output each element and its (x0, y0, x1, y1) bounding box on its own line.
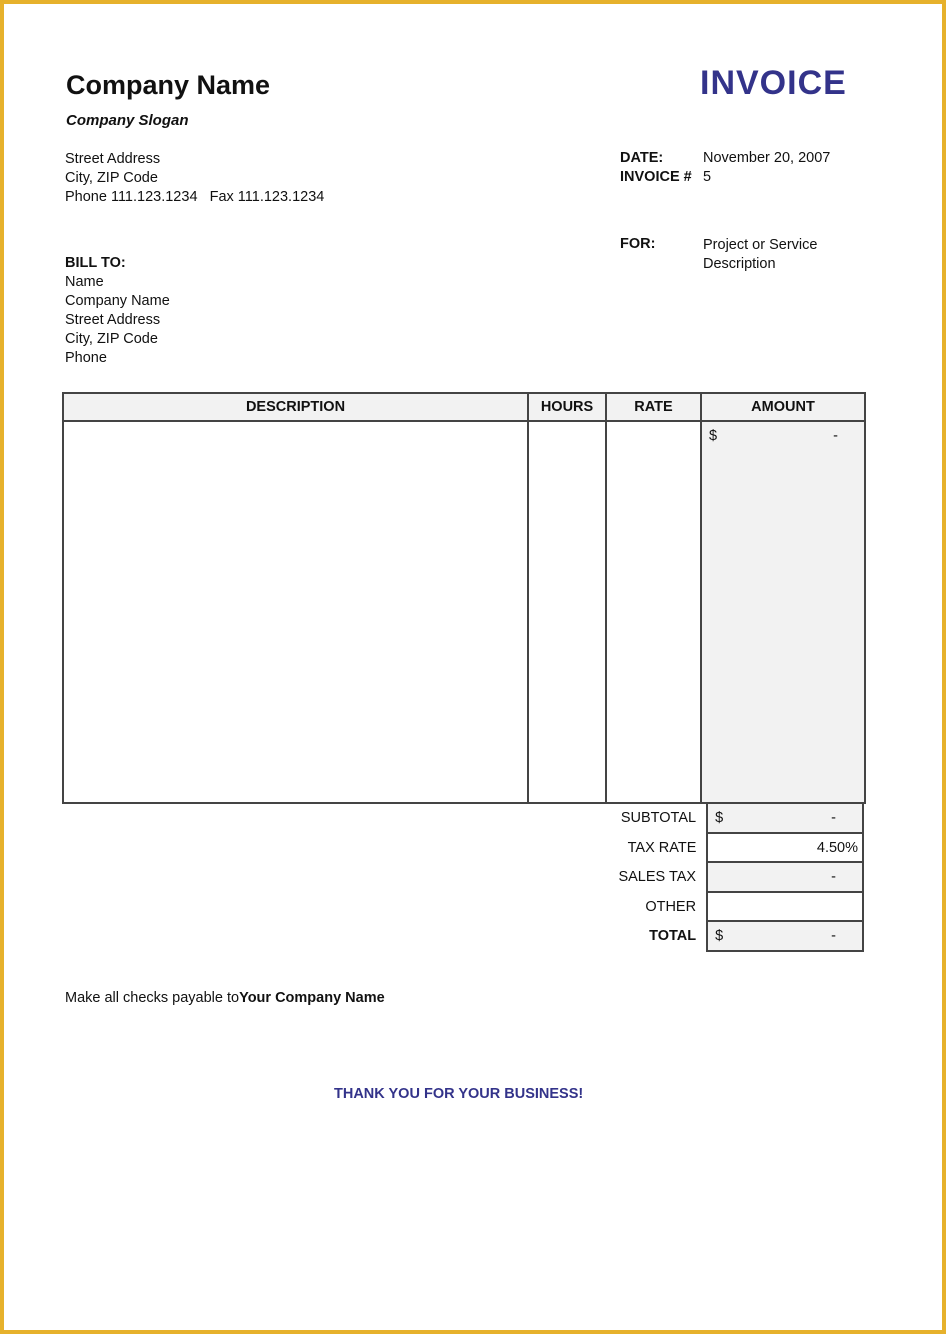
line-items-table (62, 392, 866, 804)
company-name: Company Name (66, 70, 271, 100)
invoice-number-label: INVOICE # (620, 169, 692, 185)
for-value-line1: Project or Service (703, 237, 818, 253)
total-value: - (831, 928, 836, 944)
sales-tax-value-cell[interactable] (706, 863, 864, 893)
bill-to-city-zip: City, ZIP Code (65, 331, 158, 347)
date-value: November 20, 2007 (703, 150, 831, 166)
bill-to-name: Name (65, 274, 104, 290)
payable-note (65, 990, 385, 1006)
amount-value: - (833, 428, 838, 444)
bill-to-label: BILL TO: (65, 255, 126, 271)
other-value-cell[interactable] (706, 893, 864, 923)
other-row (580, 893, 864, 923)
for-label: FOR: (620, 236, 656, 252)
col-header-description: DESCRIPTION (63, 393, 528, 421)
date-label: DATE: (620, 150, 664, 166)
sales-tax-label: SALES TAX (618, 869, 697, 885)
for-value-line2: Description (703, 256, 776, 272)
subtotal-currency: $ (715, 810, 724, 826)
invoice-title: INVOICE (700, 64, 847, 102)
total-row (580, 922, 864, 952)
company-address (65, 150, 324, 207)
company-street: Street Address (65, 151, 161, 167)
company-phone-fax: Phone 111.123.1234 Fax 111.123.1234 (65, 189, 325, 205)
sales-tax-row (580, 863, 864, 893)
bill-to-phone: Phone (65, 350, 107, 366)
total-label: TOTAL (649, 928, 697, 944)
tax-rate-row (580, 834, 864, 864)
for-value (703, 236, 817, 274)
thank-you-message: THANK YOU FOR YOUR BUSINESS! (334, 1086, 584, 1102)
company-city-zip: City, ZIP Code (65, 170, 158, 186)
bill-to-block (65, 254, 170, 368)
bill-to-street: Street Address (65, 312, 161, 328)
total-currency: $ (715, 928, 724, 944)
other-label: OTHER (645, 898, 697, 915)
table-row (63, 421, 865, 803)
tax-rate-label: TAX RATE (627, 839, 697, 856)
sales-tax-value: - (831, 869, 836, 885)
payable-prefix: Make all checks payable to (65, 990, 240, 1006)
total-value-cell[interactable] (706, 922, 864, 952)
invoice-number-value: 5 (703, 169, 712, 185)
tax-rate-value-cell[interactable] (706, 834, 864, 864)
subtotal-label: SUBTOTAL (620, 810, 697, 826)
hours-cell[interactable] (528, 421, 606, 803)
description-cell[interactable] (63, 421, 528, 803)
subtotal-value-cell[interactable] (706, 804, 864, 834)
col-header-amount: AMOUNT (701, 393, 865, 421)
col-header-hours: HOURS (528, 393, 606, 421)
subtotal-row (580, 804, 864, 834)
subtotal-value: - (831, 810, 836, 826)
tax-rate-value: 4.50% (816, 839, 858, 856)
totals-section (580, 804, 864, 952)
col-header-rate: RATE (606, 393, 701, 421)
table-header-row (63, 393, 865, 421)
amount-cell[interactable] (701, 421, 865, 803)
rate-cell[interactable] (606, 421, 701, 803)
payable-company: Your Company Name (239, 990, 385, 1006)
bill-to-company: Company Name (65, 293, 170, 309)
company-slogan: Company Slogan (66, 112, 189, 129)
amount-currency: $ (709, 428, 718, 444)
